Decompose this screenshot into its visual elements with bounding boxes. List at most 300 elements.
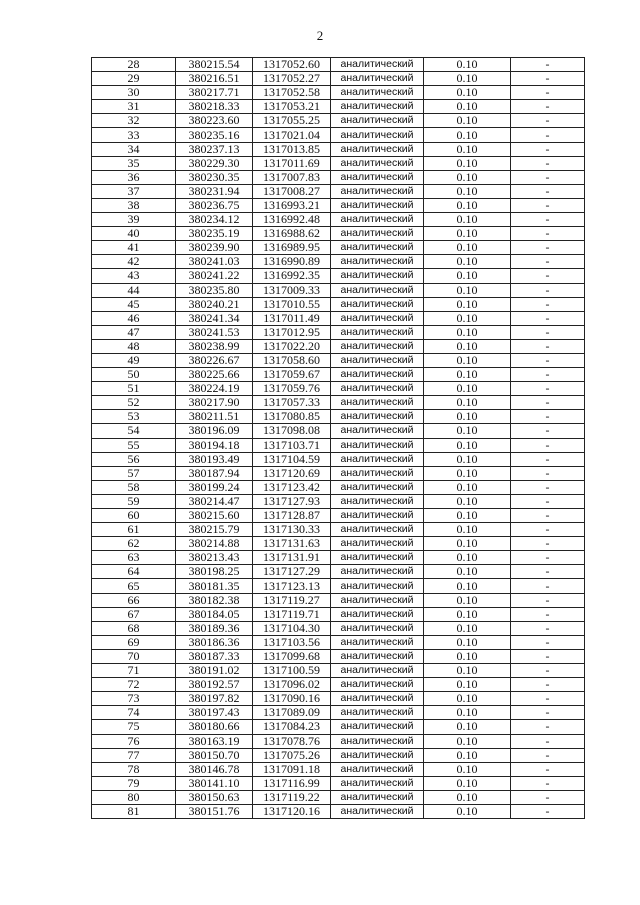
table-row [92,537,585,551]
method-cell: аналитический [331,100,424,114]
note-cell: - [511,537,585,551]
point-number-cell: 42 [92,255,176,269]
point-number-cell: 35 [92,156,176,170]
x-coordinate-cell: 380189.36 [176,621,253,635]
table-row [92,621,585,635]
y-coordinate-cell: 1317099.68 [253,649,331,663]
x-coordinate-cell: 380150.63 [176,790,253,804]
accuracy-cell: 0.10 [424,790,511,804]
point-number-cell: 62 [92,537,176,551]
y-coordinate-cell: 1316992.48 [253,213,331,227]
note-cell: - [511,692,585,706]
note-cell: - [511,410,585,424]
note-cell: - [511,72,585,86]
y-coordinate-cell: 1316992.35 [253,269,331,283]
x-coordinate-cell: 380191.02 [176,664,253,678]
note-cell: - [511,480,585,494]
method-cell: аналитический [331,72,424,86]
y-coordinate-cell: 1317100.59 [253,664,331,678]
accuracy-cell: 0.10 [424,339,511,353]
method-cell: аналитический [331,664,424,678]
x-coordinate-cell: 380150.70 [176,748,253,762]
y-coordinate-cell: 1317052.60 [253,58,331,72]
note-cell: - [511,283,585,297]
note-cell: - [511,748,585,762]
accuracy-cell: 0.10 [424,466,511,480]
method-cell: аналитический [331,213,424,227]
accuracy-cell: 0.10 [424,734,511,748]
point-number-cell: 81 [92,804,176,818]
accuracy-cell: 0.10 [424,170,511,184]
note-cell: - [511,269,585,283]
method-cell: аналитический [331,593,424,607]
y-coordinate-cell: 1317104.30 [253,621,331,635]
table-row [92,142,585,156]
accuracy-cell: 0.10 [424,579,511,593]
method-cell: аналитический [331,607,424,621]
point-number-cell: 55 [92,438,176,452]
table-row [92,551,585,565]
note-cell: - [511,396,585,410]
x-coordinate-cell: 380226.67 [176,353,253,367]
x-coordinate-cell: 380181.35 [176,579,253,593]
note-cell: - [511,382,585,396]
method-cell: аналитический [331,776,424,790]
note-cell: - [511,58,585,72]
y-coordinate-cell: 1317098.08 [253,424,331,438]
note-cell: - [511,353,585,367]
x-coordinate-cell: 380211.51 [176,410,253,424]
method-cell: аналитический [331,734,424,748]
note-cell: - [511,678,585,692]
x-coordinate-cell: 380197.82 [176,692,253,706]
x-coordinate-cell: 380196.09 [176,424,253,438]
accuracy-cell: 0.10 [424,480,511,494]
y-coordinate-cell: 1317057.33 [253,396,331,410]
point-number-cell: 80 [92,790,176,804]
x-coordinate-cell: 380215.60 [176,509,253,523]
method-cell: аналитический [331,804,424,818]
y-coordinate-cell: 1317021.04 [253,128,331,142]
method-cell: аналитический [331,58,424,72]
table-row [92,438,585,452]
method-cell: аналитический [331,142,424,156]
point-number-cell: 47 [92,325,176,339]
point-number-cell: 72 [92,678,176,692]
table-row [92,509,585,523]
table-row [92,734,585,748]
point-number-cell: 45 [92,297,176,311]
y-coordinate-cell: 1317119.71 [253,607,331,621]
point-number-cell: 44 [92,283,176,297]
note-cell: - [511,255,585,269]
accuracy-cell: 0.10 [424,762,511,776]
accuracy-cell: 0.10 [424,184,511,198]
table-row [92,607,585,621]
method-cell: аналитический [331,790,424,804]
method-cell: аналитический [331,621,424,635]
accuracy-cell: 0.10 [424,396,511,410]
point-number-cell: 68 [92,621,176,635]
method-cell: аналитический [331,565,424,579]
y-coordinate-cell: 1317123.13 [253,579,331,593]
x-coordinate-cell: 380235.16 [176,128,253,142]
point-number-cell: 51 [92,382,176,396]
note-cell: - [511,128,585,142]
accuracy-cell: 0.10 [424,269,511,283]
point-number-cell: 39 [92,213,176,227]
note-cell: - [511,114,585,128]
point-number-cell: 40 [92,227,176,241]
accuracy-cell: 0.10 [424,128,511,142]
point-number-cell: 53 [92,410,176,424]
accuracy-cell: 0.10 [424,706,511,720]
point-number-cell: 29 [92,72,176,86]
accuracy-cell: 0.10 [424,509,511,523]
point-number-cell: 70 [92,649,176,663]
point-number-cell: 48 [92,339,176,353]
accuracy-cell: 0.10 [424,607,511,621]
point-number-cell: 30 [92,86,176,100]
accuracy-cell: 0.10 [424,776,511,790]
y-coordinate-cell: 1317119.22 [253,790,331,804]
x-coordinate-cell: 380225.66 [176,368,253,382]
x-coordinate-cell: 380198.25 [176,565,253,579]
table-row [92,410,585,424]
note-cell: - [511,368,585,382]
point-number-cell: 36 [92,170,176,184]
table-row [92,297,585,311]
x-coordinate-cell: 380241.34 [176,311,253,325]
accuracy-cell: 0.10 [424,382,511,396]
note-cell: - [511,621,585,635]
point-number-cell: 32 [92,114,176,128]
table-row [92,480,585,494]
method-cell: аналитический [331,368,424,382]
note-cell: - [511,297,585,311]
method-cell: аналитический [331,184,424,198]
table-row [92,424,585,438]
point-number-cell: 67 [92,607,176,621]
y-coordinate-cell: 1317052.27 [253,72,331,86]
y-coordinate-cell: 1317096.02 [253,678,331,692]
point-number-cell: 57 [92,466,176,480]
table-row [92,593,585,607]
note-cell: - [511,227,585,241]
note-cell: - [511,551,585,565]
table-row [92,170,585,184]
method-cell: аналитический [331,720,424,734]
x-coordinate-cell: 380235.80 [176,283,253,297]
accuracy-cell: 0.10 [424,494,511,508]
point-number-cell: 77 [92,748,176,762]
note-cell: - [511,184,585,198]
method-cell: аналитический [331,339,424,353]
method-cell: аналитический [331,156,424,170]
y-coordinate-cell: 1317007.83 [253,170,331,184]
accuracy-cell: 0.10 [424,692,511,706]
x-coordinate-cell: 380151.76 [176,804,253,818]
x-coordinate-cell: 380197.43 [176,706,253,720]
accuracy-cell: 0.10 [424,156,511,170]
note-cell: - [511,509,585,523]
y-coordinate-cell: 1317053.21 [253,100,331,114]
table-row [92,396,585,410]
note-cell: - [511,170,585,184]
x-coordinate-cell: 380186.36 [176,635,253,649]
note-cell: - [511,664,585,678]
accuracy-cell: 0.10 [424,664,511,678]
point-number-cell: 64 [92,565,176,579]
x-coordinate-cell: 380218.33 [176,100,253,114]
table-row [92,283,585,297]
table-row [92,198,585,212]
x-coordinate-cell: 380217.71 [176,86,253,100]
accuracy-cell: 0.10 [424,537,511,551]
table-row [92,635,585,649]
method-cell: аналитический [331,269,424,283]
note-cell: - [511,311,585,325]
table-row [92,227,585,241]
note-cell: - [511,579,585,593]
accuracy-cell: 0.10 [424,213,511,227]
note-cell: - [511,339,585,353]
y-coordinate-cell: 1317120.16 [253,804,331,818]
y-coordinate-cell: 1317011.49 [253,311,331,325]
method-cell: аналитический [331,283,424,297]
point-number-cell: 33 [92,128,176,142]
accuracy-cell: 0.10 [424,452,511,466]
note-cell: - [511,635,585,649]
y-coordinate-cell: 1317011.69 [253,156,331,170]
note-cell: - [511,198,585,212]
y-coordinate-cell: 1317059.76 [253,382,331,396]
x-coordinate-cell: 380199.24 [176,480,253,494]
note-cell: - [511,213,585,227]
method-cell: аналитический [331,551,424,565]
y-coordinate-cell: 1317055.25 [253,114,331,128]
x-coordinate-cell: 380229.30 [176,156,253,170]
point-number-cell: 76 [92,734,176,748]
table-row [92,86,585,100]
note-cell: - [511,523,585,537]
y-coordinate-cell: 1317120.69 [253,466,331,480]
table-row [92,325,585,339]
accuracy-cell: 0.10 [424,635,511,649]
table-row [92,720,585,734]
method-cell: аналитический [331,297,424,311]
x-coordinate-cell: 380163.19 [176,734,253,748]
accuracy-cell: 0.10 [424,58,511,72]
x-coordinate-cell: 380235.19 [176,227,253,241]
point-number-cell: 79 [92,776,176,790]
y-coordinate-cell: 1317084.23 [253,720,331,734]
y-coordinate-cell: 1317103.56 [253,635,331,649]
method-cell: аналитический [331,678,424,692]
method-cell: аналитический [331,128,424,142]
y-coordinate-cell: 1317059.67 [253,368,331,382]
table-row [92,649,585,663]
y-coordinate-cell: 1316989.95 [253,241,331,255]
accuracy-cell: 0.10 [424,368,511,382]
table-row [92,678,585,692]
table-row [92,184,585,198]
note-cell: - [511,438,585,452]
table-row [92,579,585,593]
table-row [92,790,585,804]
accuracy-cell: 0.10 [424,410,511,424]
note-cell: - [511,86,585,100]
point-number-cell: 69 [92,635,176,649]
note-cell: - [511,776,585,790]
point-number-cell: 63 [92,551,176,565]
accuracy-cell: 0.10 [424,86,511,100]
x-coordinate-cell: 380187.94 [176,466,253,480]
y-coordinate-cell: 1317080.85 [253,410,331,424]
note-cell: - [511,424,585,438]
method-cell: аналитический [331,86,424,100]
y-coordinate-cell: 1317075.26 [253,748,331,762]
point-number-cell: 41 [92,241,176,255]
accuracy-cell: 0.10 [424,353,511,367]
table-row [92,804,585,818]
method-cell: аналитический [331,241,424,255]
x-coordinate-cell: 380184.05 [176,607,253,621]
y-coordinate-cell: 1317010.55 [253,297,331,311]
method-cell: аналитический [331,325,424,339]
method-cell: аналитический [331,424,424,438]
accuracy-cell: 0.10 [424,227,511,241]
table-row [92,692,585,706]
method-cell: аналитический [331,509,424,523]
x-coordinate-cell: 380231.94 [176,184,253,198]
point-number-cell: 78 [92,762,176,776]
table-row [92,776,585,790]
x-coordinate-cell: 380215.79 [176,523,253,537]
table-row [92,565,585,579]
x-coordinate-cell: 380238.99 [176,339,253,353]
accuracy-cell: 0.10 [424,114,511,128]
x-coordinate-cell: 380216.51 [176,72,253,86]
accuracy-cell: 0.10 [424,424,511,438]
method-cell: аналитический [331,523,424,537]
x-coordinate-cell: 380214.88 [176,537,253,551]
y-coordinate-cell: 1317131.91 [253,551,331,565]
point-number-cell: 46 [92,311,176,325]
point-number-cell: 71 [92,664,176,678]
accuracy-cell: 0.10 [424,325,511,339]
accuracy-cell: 0.10 [424,255,511,269]
accuracy-cell: 0.10 [424,438,511,452]
accuracy-cell: 0.10 [424,565,511,579]
x-coordinate-cell: 380237.13 [176,142,253,156]
method-cell: аналитический [331,706,424,720]
point-number-cell: 37 [92,184,176,198]
method-cell: аналитический [331,353,424,367]
table-row [92,241,585,255]
method-cell: аналитический [331,198,424,212]
y-coordinate-cell: 1317090.16 [253,692,331,706]
table-row [92,382,585,396]
x-coordinate-cell: 380241.03 [176,255,253,269]
point-number-cell: 75 [92,720,176,734]
accuracy-cell: 0.10 [424,297,511,311]
accuracy-cell: 0.10 [424,551,511,565]
accuracy-cell: 0.10 [424,720,511,734]
y-coordinate-cell: 1317104.59 [253,452,331,466]
accuracy-cell: 0.10 [424,621,511,635]
page-number: 2 [316,28,324,43]
x-coordinate-cell: 380146.78 [176,762,253,776]
method-cell: аналитический [331,438,424,452]
method-cell: аналитический [331,649,424,663]
point-number-cell: 58 [92,480,176,494]
point-number-cell: 49 [92,353,176,367]
table-row [92,339,585,353]
note-cell: - [511,649,585,663]
y-coordinate-cell: 1317116.99 [253,776,331,790]
note-cell: - [511,734,585,748]
accuracy-cell: 0.10 [424,241,511,255]
y-coordinate-cell: 1316990.89 [253,255,331,269]
point-number-cell: 34 [92,142,176,156]
y-coordinate-cell: 1316993.21 [253,198,331,212]
point-number-cell: 66 [92,593,176,607]
note-cell: - [511,241,585,255]
note-cell: - [511,706,585,720]
y-coordinate-cell: 1317013.85 [253,142,331,156]
method-cell: аналитический [331,396,424,410]
note-cell: - [511,565,585,579]
point-number-cell: 74 [92,706,176,720]
table-row [92,664,585,678]
y-coordinate-cell: 1317009.33 [253,283,331,297]
method-cell: аналитический [331,579,424,593]
y-coordinate-cell: 1317103.71 [253,438,331,452]
x-coordinate-cell: 380180.66 [176,720,253,734]
x-coordinate-cell: 380194.18 [176,438,253,452]
table-row [92,269,585,283]
note-cell: - [511,762,585,776]
table-row [92,748,585,762]
note-cell: - [511,804,585,818]
table-row [92,452,585,466]
point-number-cell: 54 [92,424,176,438]
note-cell: - [511,494,585,508]
point-number-cell: 31 [92,100,176,114]
x-coordinate-cell: 380239.90 [176,241,253,255]
x-coordinate-cell: 380236.75 [176,198,253,212]
accuracy-cell: 0.10 [424,72,511,86]
method-cell: аналитический [331,114,424,128]
x-coordinate-cell: 380213.43 [176,551,253,565]
accuracy-cell: 0.10 [424,804,511,818]
table-row [92,128,585,142]
point-number-cell: 61 [92,523,176,537]
point-number-cell: 50 [92,368,176,382]
x-coordinate-cell: 380193.49 [176,452,253,466]
table-row [92,466,585,480]
x-coordinate-cell: 380223.60 [176,114,253,128]
note-cell: - [511,452,585,466]
y-coordinate-cell: 1317012.95 [253,325,331,339]
y-coordinate-cell: 1317022.20 [253,339,331,353]
x-coordinate-cell: 380241.53 [176,325,253,339]
method-cell: аналитический [331,382,424,396]
y-coordinate-cell: 1317127.29 [253,565,331,579]
point-number-cell: 38 [92,198,176,212]
coordinates-table-body [92,58,585,819]
